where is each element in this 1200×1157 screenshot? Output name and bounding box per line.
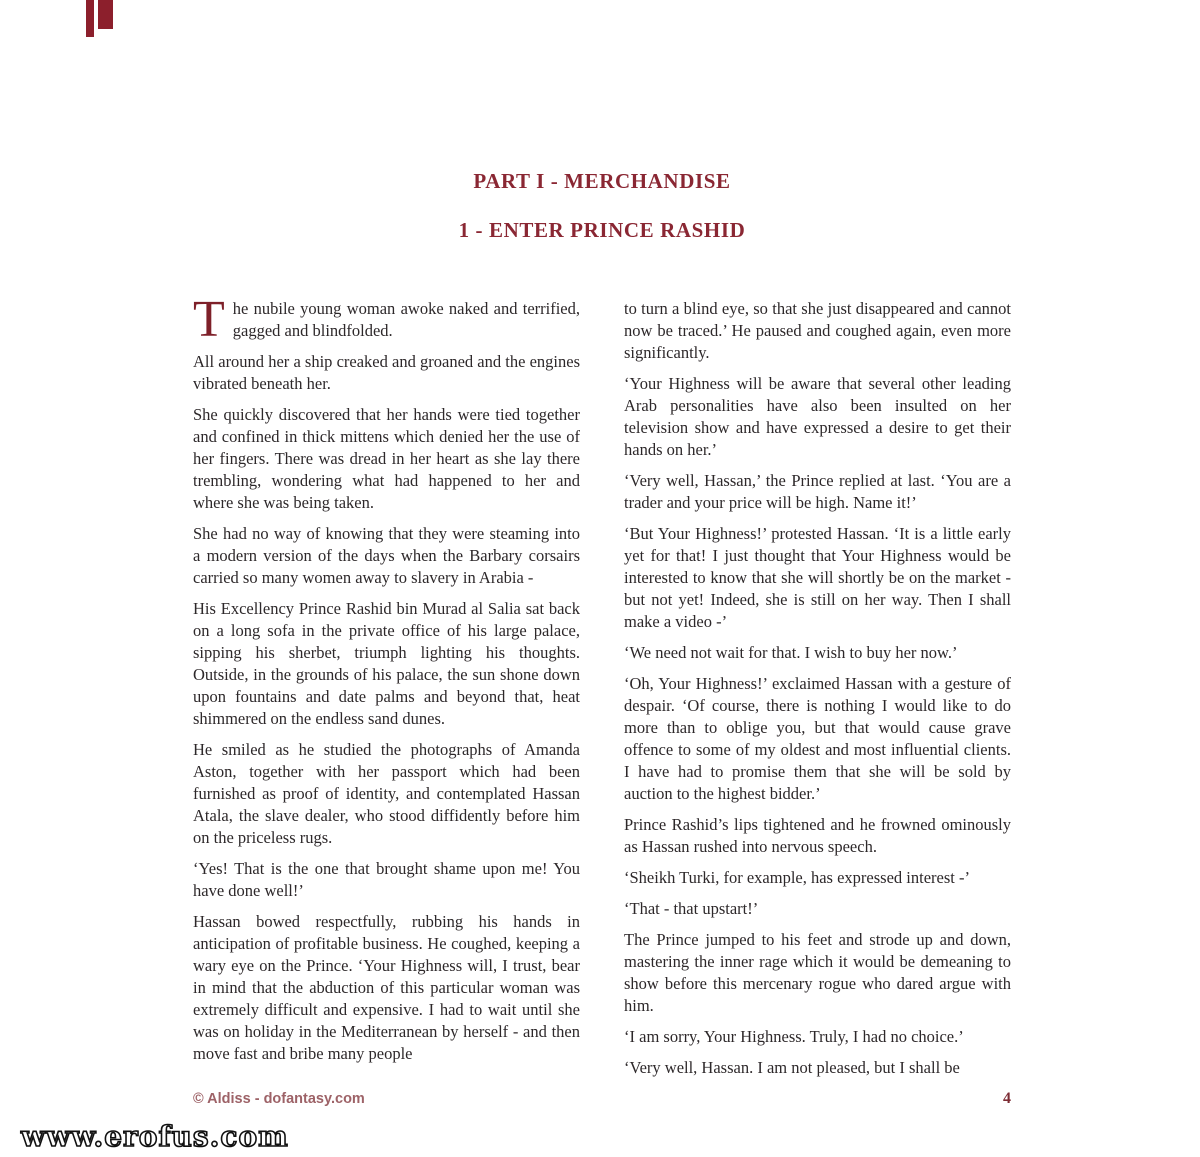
paragraph: ‘Yes! That is the one that brought shame upon me! You have done well!’	[193, 859, 580, 900]
paragraph: He smiled as he studied the photographs of Amanda Aston, together with her passport which had been furnished as proof of identity, and contemplated Hassan Atala, the slave dealer, who stood diffidently before him on the priceless rugs.	[193, 740, 580, 847]
paragraph: ‘Oh, Your Highness!’ exclaimed Hassan with a gesture of despair. ‘Of course, there is nothing I would like to do more than to oblige you, but that would cause grave offence to some of my oldest and most influential clients. I have had to promise them that she will be sold by auction to the highest bidder.’	[624, 674, 1011, 803]
left-column	[193, 291, 580, 1079]
right-column	[624, 298, 1011, 1079]
paragraph: She quickly discovered that her hands were tied together and confined in thick mittens which denied her the use of her fingers. There was dread in her heart as she lay there trembling, wondering what had happened to her and where she was being taken.	[193, 405, 580, 512]
paragraph: His Excellency Prince Rashid bin Murad al Salia sat back on a long sofa in the private office of his large palace, sipping his sherbet, triumph lighting his thoughts. Outside, in the grounds of his palace, the sun shone down upon fountains and date palms and beyond that, heat shimmered on the endless sand dunes.	[193, 599, 580, 728]
paragraph: She had no way of knowing that they were steaming into a modern version of the days when the Barbary corsairs carried so many women away to slavery in Arabia -	[193, 524, 580, 587]
paragraph: The Prince jumped to his feet and strode up and down, mastering the inner rage which it would be demeaning to show before this mercenary rogue who dared argue with him.	[624, 930, 1011, 1015]
page-footer	[193, 1090, 1011, 1108]
paragraph: to turn a blind eye, so that she just disappeared and cannot now be traced.’ He paused and coughed again, even more significantly.	[624, 299, 1011, 362]
paragraph: ‘Sheikh Turki, for example, has expressed interest -’	[624, 868, 970, 887]
paragraph: ‘We need not wait for that. I wish to buy her now.’	[624, 643, 958, 662]
part-title: PART I - MERCHANDISE	[473, 169, 731, 193]
copyright-credit: © Aldiss - dofantasy.com	[193, 1091, 365, 1107]
paragraph: ‘Your Highness will be aware that several other leading Arab personalities have also been insulted on her television show and have expressed a desire to get their hands on her.’	[624, 374, 1011, 459]
paragraph: Hassan bowed respectfully, rubbing his hands in anticipation of profitable business. He coughed, keeping a wary eye on the Prince. ‘Your Highness will, I trust, bear in mind that the abduction of this particular woman was extremely difficult and expensive. I had to wait until she was on holiday in the Mediterranean by herself - and then move fast and bribe many people	[193, 912, 580, 1063]
paragraph: All around her a ship creaked and groaned and the engines vibrated beneath her.	[193, 352, 580, 393]
paragraph: ‘I am sorry, Your Highness. Truly, I had no choice.’	[624, 1027, 964, 1046]
chapter-title: 1 - ENTER PRINCE RASHID	[458, 218, 746, 242]
red-corner-mark	[98, 0, 113, 29]
paragraph: ‘But Your Highness!’ protested Hassan. ‘It is a little early yet for that! I just thought that Your Highness would be interested to know that she will shortly be on the market - but not yet! Indeed, she is still on her way. Then I shall make a video -’	[624, 524, 1011, 631]
paragraph: The nubile young woman awoke naked and terrified, gagged and blindfolded.	[193, 291, 580, 348]
paragraph: ‘Very well, Hassan,’ the Prince replied at last. ‘You are a trader and your price will be high. Name it!’	[624, 471, 1011, 512]
drop-cap: T	[193, 291, 225, 348]
red-corner-mark	[86, 0, 94, 37]
watermark: www.erofus.com	[21, 1120, 289, 1153]
paragraph: Prince Rashid’s lips tightened and he frowned ominously as Hassan rushed into nervous speech.	[624, 815, 1011, 856]
paragraph: ‘Very well, Hassan. I am not pleased, but I shall be	[624, 1058, 960, 1077]
page-content	[193, 170, 1011, 1079]
page-number: 4	[1003, 1090, 1011, 1107]
paragraph: ‘That - that upstart!’	[624, 899, 759, 918]
text-columns	[193, 291, 1011, 1079]
